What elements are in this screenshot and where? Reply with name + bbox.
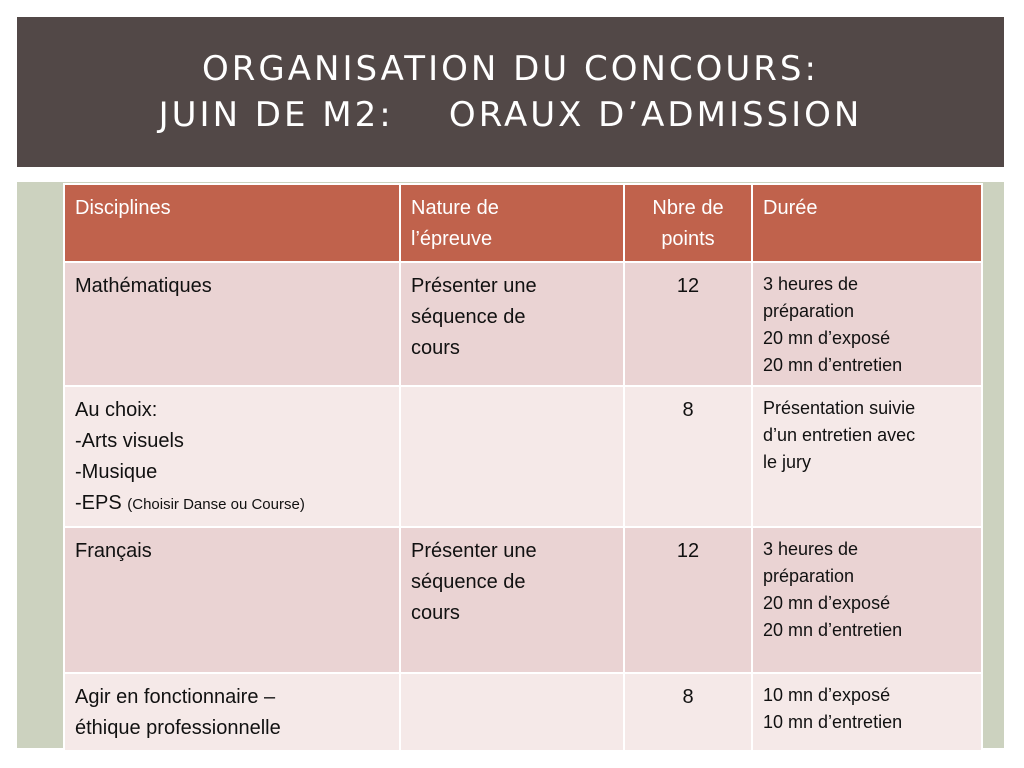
duree-text: 3 heures de [763,274,859,294]
header-duree-label: Durée [763,197,818,219]
cell-discipline [64,527,400,673]
title-band [17,17,1004,167]
cell-duree [752,262,982,386]
points-value: 8 [682,399,694,421]
nature-text: Présenter une [411,540,537,562]
points-value: 12 [676,275,700,297]
cell-points [624,527,752,673]
nature-text: séquence de [411,571,526,593]
discipline-text: -EPS [75,492,122,514]
cell-discipline [64,262,400,386]
cell-points [624,262,752,386]
cell-nature-empty [400,673,624,751]
header-points [624,184,752,262]
discipline-note: (Choisir Danse ou Course) [127,496,305,513]
cell-points [624,386,752,527]
header-nature-line-2: l’épreuve [411,228,493,250]
discipline-text: Français [75,540,152,562]
header-points-line-1: Nbre de [652,197,724,219]
cell-discipline [64,673,400,751]
table-row [64,262,982,386]
discipline-text: éthique professionnelle [75,717,281,739]
duree-text: 10 mn d’exposé [763,685,891,705]
duree-text: préparation [763,566,855,586]
header-duree [752,184,982,262]
exam-table [63,183,983,752]
duree-text: d’un entretien avec [763,425,916,445]
nature-text: séquence de [411,306,526,328]
discipline-text: -Musique [75,461,158,483]
points-value: 12 [676,540,700,562]
cell-duree [752,527,982,673]
duree-text: 20 mn d’entretien [763,620,903,640]
discipline-eps-line [75,488,389,520]
cell-duree [752,673,982,751]
table-row [64,386,982,527]
table-row [64,673,982,751]
duree-text: préparation [763,301,855,321]
table-header-row [64,184,982,262]
points-value: 8 [682,686,694,708]
cell-nature [400,262,624,386]
discipline-text: Agir en fonctionnaire – [75,686,276,708]
duree-text: 20 mn d’exposé [763,593,891,613]
header-disciplines [64,184,400,262]
nature-text: Présenter une [411,275,537,297]
cell-nature-empty [400,386,624,527]
table-row [64,527,982,673]
discipline-text: Mathématiques [75,275,212,297]
duree-text: Présentation suivie [763,398,916,418]
duree-text: 10 mn d’entretien [763,712,903,732]
duree-text: 3 heures de [763,539,859,559]
cell-nature [400,527,624,673]
page-title-line-2: JUIN DE M2: ORAUX D’ADMISSION [158,95,863,135]
duree-text: le jury [763,452,812,472]
cell-discipline [64,386,400,527]
discipline-text: -Arts visuels [75,430,184,452]
duree-text: 20 mn d’exposé [763,328,891,348]
header-nature [400,184,624,262]
header-disciplines-label: Disciplines [75,197,171,219]
header-points-line-2: points [661,228,715,250]
discipline-text: Au choix: [75,399,158,421]
nature-text: cours [411,337,460,359]
header-nature-line-1: Nature de [411,197,499,219]
cell-duree [752,386,982,527]
page-title-line-1: ORGANISATION DU CONCOURS: [202,49,819,89]
duree-text: 20 mn d’entretien [763,355,903,375]
cell-points [624,673,752,751]
nature-text: cours [411,602,460,624]
